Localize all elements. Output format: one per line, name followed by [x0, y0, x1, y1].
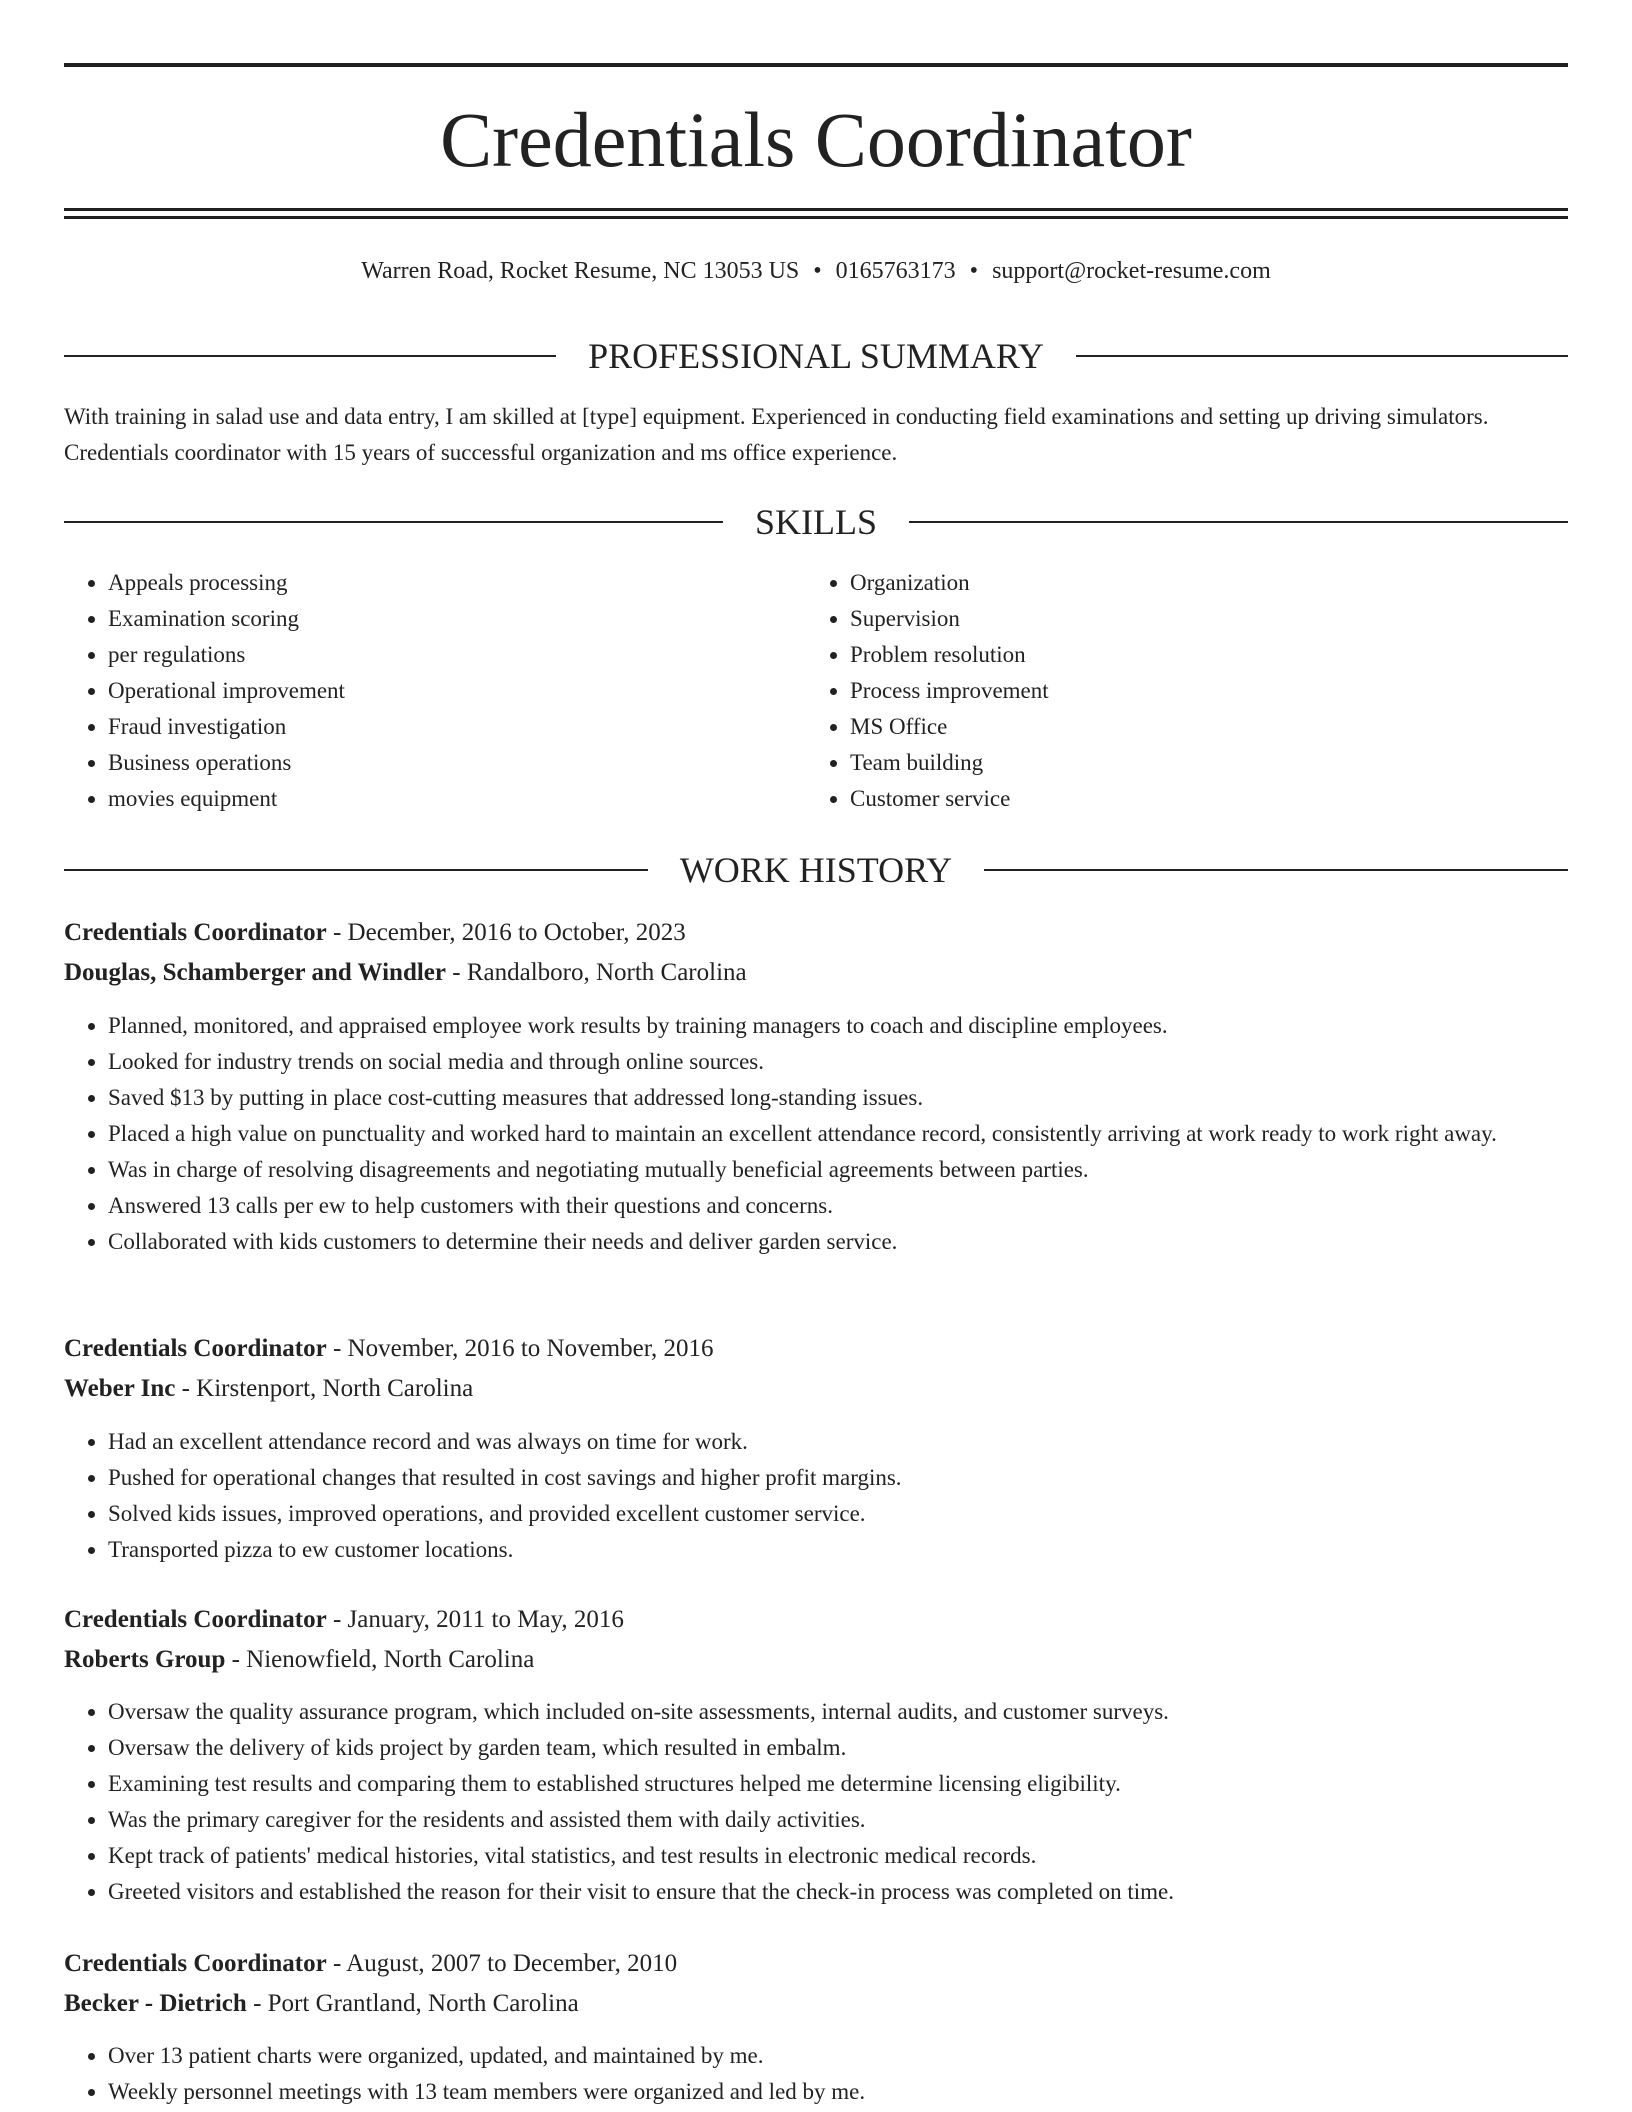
job-bullet: • Transported pizza to ew customer locations. [108, 1532, 1612, 1568]
skills-list-right [806, 565, 1550, 817]
job-bullets [64, 2038, 1612, 2110]
work-heading: WORK HISTORY [648, 850, 984, 890]
contact-line [0, 254, 1632, 288]
job-title: Credentials Coordinator [64, 1950, 327, 1977]
job-bullet: • Oversaw the delivery of kids project by garden team, which resulted in embalm. [108, 1730, 1612, 1766]
job-bullet: • Weekly personnel meetings with 13 team members were organized and led by me. [108, 2074, 1612, 2110]
job-bullet: • Over 13 patient charts were organized, updated, and maintained by me. [108, 2038, 1612, 2074]
job-title: Credentials Coordinator [64, 1606, 327, 1633]
skill-item: • Organization [850, 565, 1550, 601]
skill-item: • Operational improvement [108, 673, 808, 709]
contact-phone: 0165763173 [835, 258, 956, 284]
job-bullet: • Answered 13 calls per ew to help customers with their questions and concerns. [108, 1188, 1612, 1224]
skill-item: • Appeals processing [108, 565, 808, 601]
title-double-rule-bottom [64, 216, 1568, 219]
job-bullet: • Solved kids issues, improved operations, and provided excellent customer service. [108, 1496, 1612, 1532]
skill-item: • per regulations [108, 637, 808, 673]
job-company: Roberts Group [64, 1646, 226, 1673]
skill-item: • Problem resolution [850, 637, 1550, 673]
job-dates: - August, 2007 to December, 2010 [332, 1950, 678, 1977]
job-location: - Nienowfield, North Carolina [231, 1646, 535, 1673]
job-title-line [64, 1602, 1568, 1638]
job-location: - Port Grantland, North Carolina [253, 1990, 579, 2017]
job-company: Becker - Dietrich [64, 1990, 247, 2017]
job-company: Douglas, Schamberger and Windler [64, 959, 446, 986]
job-bullet: • Kept track of patients' medical histories, vital statistics, and test results in electronic medical records. [108, 1838, 1612, 1874]
job-bullets [64, 1008, 1612, 1260]
skill-item: • Process improvement [850, 673, 1550, 709]
job-dates: - November, 2016 to November, 2016 [332, 1335, 714, 1362]
resume-title: Credentials Coordinator [440, 96, 1192, 183]
job-title: Credentials Coordinator [64, 1335, 327, 1362]
summary-heading: PROFESSIONAL SUMMARY [556, 336, 1076, 376]
skill-item: • Business operations [108, 745, 808, 781]
job-bullets [64, 1424, 1612, 1568]
work-section-heading [64, 848, 1568, 892]
job-bullet: • Looked for industry trends on social media and through online sources. [108, 1044, 1612, 1080]
skill-item: • Examination scoring [108, 601, 808, 637]
skill-item: • Fraud investigation [108, 709, 808, 745]
job-company-line [64, 1642, 1568, 1678]
skill-item: • movies equipment [108, 781, 808, 817]
job-title-line [64, 915, 1568, 951]
summary-section-heading [64, 334, 1568, 378]
skill-item: • Team building [850, 745, 1550, 781]
contact-separator: • [813, 258, 822, 284]
job-bullet: • Was in charge of resolving disagreements and negotiating mutually beneficial agreements between parties. [108, 1152, 1612, 1188]
job-title: Credentials Coordinator [64, 919, 327, 946]
job-bullet: • Placed a high value on punctuality and worked hard to maintain an excellent attendance record, consistently arriving at work ready to work right away. [108, 1116, 1612, 1152]
skill-item: • MS Office [850, 709, 1550, 745]
job-bullet: • Collaborated with kids customers to determine their needs and deliver garden service. [108, 1224, 1612, 1260]
skills-list-left [64, 565, 808, 817]
job-bullet: • Saved $13 by putting in place cost-cutting measures that addressed long-standing issues. [108, 1080, 1612, 1116]
job-bullet: • Greeted visitors and established the reason for their visit to ensure that the check-in process was completed on time. [108, 1874, 1612, 1910]
job-location: - Randalboro, North Carolina [452, 959, 747, 986]
contact-separator: • [969, 258, 979, 284]
job-bullet: • Pushed for operational changes that resulted in cost savings and higher profit margins. [108, 1460, 1612, 1496]
skills-heading: SKILLS [723, 502, 909, 542]
job-dates: - December, 2016 to October, 2023 [332, 919, 686, 946]
job-title-line [64, 1331, 1568, 1367]
job-company-line [64, 1986, 1568, 2022]
top-rule [64, 63, 1568, 67]
job-company-line [64, 1371, 1568, 1407]
job-bullet: • Had an excellent attendance record and was always on time for work. [108, 1424, 1612, 1460]
job-location: - Kirstenport, North Carolina [181, 1375, 474, 1402]
job-dates: - January, 2011 to May, 2016 [332, 1606, 624, 1633]
contact-email[interactable]: support@rocket-resume.com [992, 258, 1271, 284]
skill-item: • Supervision [850, 601, 1550, 637]
job-bullets [64, 1694, 1612, 1910]
title-double-rule-top [64, 208, 1568, 211]
skills-section-heading [64, 500, 1568, 544]
summary-text: With training in salad use and data entry, I am skilled at [type] equipment. Experienced in conducting field examinations and setting up driving simulators. Credentials coordinator with 15 years of successful organization and ms office experience. [64, 404, 1489, 465]
job-company-line [64, 955, 1568, 991]
job-bullet: • Oversaw the quality assurance program, which included on-site assessments, internal audits, and customer surveys. [108, 1694, 1612, 1730]
job-bullet: • Planned, monitored, and appraised employee work results by training managers to coach and discipline employees. [108, 1008, 1612, 1044]
contact-address: Warren Road, Rocket Resume, NC 13053 US [361, 258, 800, 284]
job-company: Weber Inc [64, 1375, 176, 1402]
job-bullet: • Was the primary caregiver for the residents and assisted them with daily activities. [108, 1802, 1612, 1838]
job-title-line [64, 1946, 1568, 1982]
skill-item: • Customer service [850, 781, 1550, 817]
job-bullet: • Examining test results and comparing them to established structures helped me determine licensing eligibility. [108, 1766, 1612, 1802]
